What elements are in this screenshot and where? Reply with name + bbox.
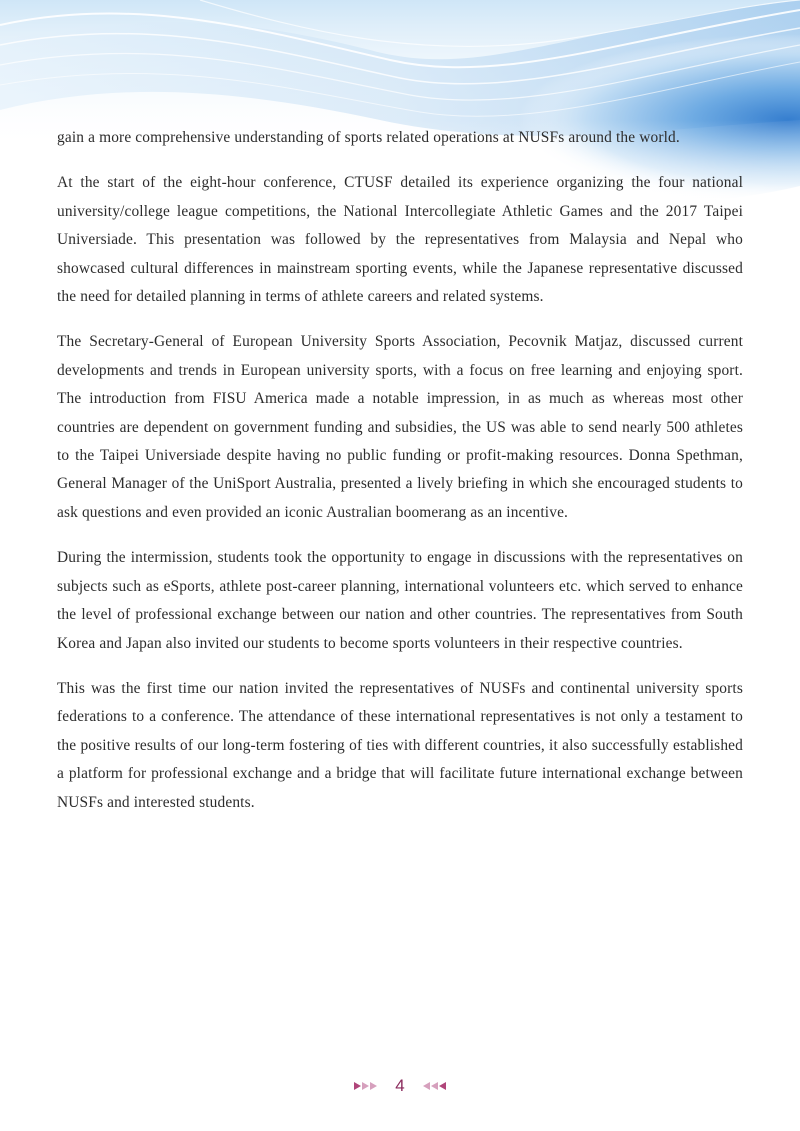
triple-right-arrow-icon	[354, 1082, 377, 1090]
paragraph-1: gain a more comprehensive understanding of sports related operations at NUSFs around the world.	[57, 129, 680, 146]
paragraph-4: During the intermission, students took the opportunity to engage in discussions with the representatives on subjects such as eSports, athlete post-career planning, international volunteers etc. which served to enhance the level of professional exchange between our nation and other countries. The representatives from South Korea and Japan also invited our students to become sports volunteers in their respective countries.	[57, 549, 743, 652]
paragraph-5: This was the first time our nation invited the representatives of NUSFs and continental university sports federations to a conference. The attendance of these international representatives is not only a testament to the positive results of our long-term fostering of ties with different countries, it also successfully established a platform for professional exchange and a bridge that will facilitate future international exchange between NUSFs and interested students.	[57, 679, 743, 811]
paragraph-3: The Secretary-General of European University Sports Association, Pecovnik Matjaz, discussed current developments and trends in European university sports, with a focus on free learning and enjoying sport. The introduction from FISU America made a notable impression, in as much as whereas most other countries are dependent on government funding and subsidies, the US was able to send nearly 500 athletes to the Taipei Universiade despite having no public funding or profit-making resources. Donna Spethman, General Manager of the UniSport Australia, presented a lively briefing in which she encouraged students to ask questions and even provided an iconic Australian boomerang as an incentive.	[57, 333, 743, 521]
paragraph-2: At the start of the eight-hour conference, CTUSF detailed its experience organizing the four national university/college league competitions, the National Intercollegiate Athletic Games and the 2017 Taipei Universiade. This presentation was followed by the representatives from Malaysia and Nepal who showcased cultural differences in mainstream sporting events, while the Japanese representative discussed the need for detailed planning in terms of athlete careers and related systems.	[57, 174, 743, 306]
triple-left-arrow-icon	[423, 1082, 446, 1090]
page-number: 4	[395, 1076, 405, 1095]
page-footer	[0, 1074, 800, 1098]
article-body	[57, 124, 743, 834]
